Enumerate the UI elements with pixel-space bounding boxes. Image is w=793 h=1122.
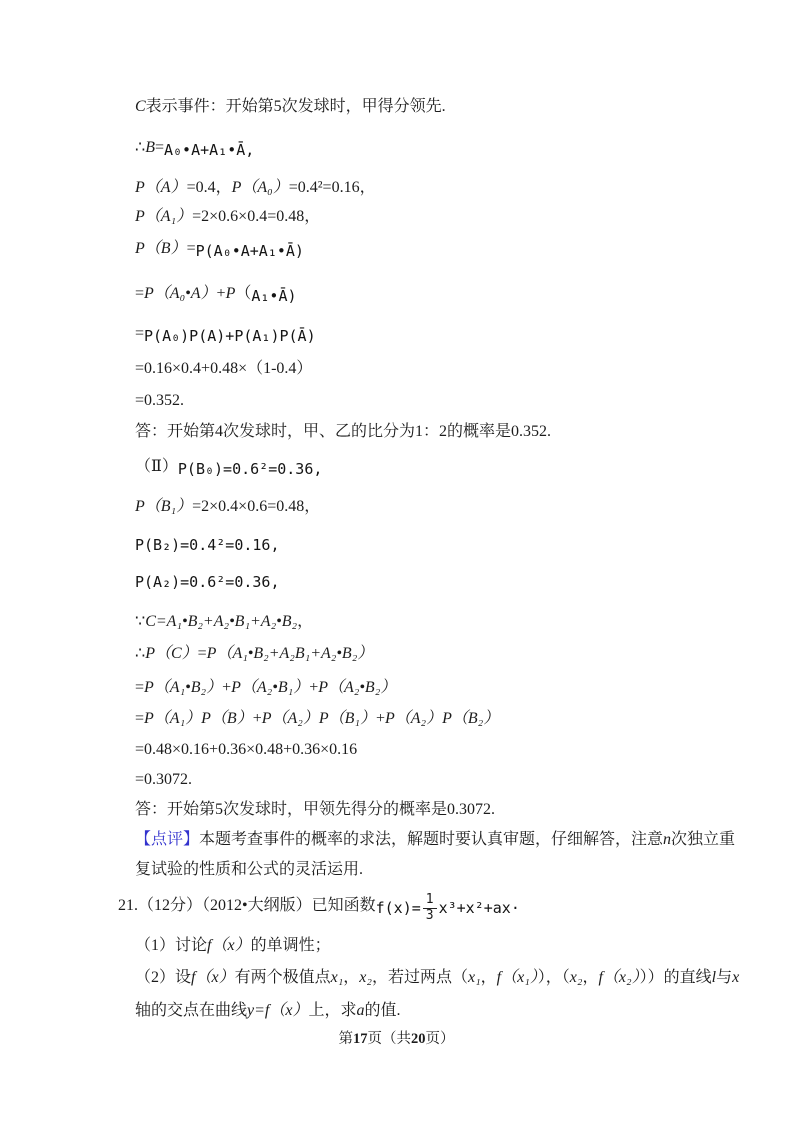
document-line (135, 390, 184, 412)
text-run: + (252, 710, 262, 727)
math-variable-run: P（B₁） (135, 498, 193, 515)
formula-run: P(A₀•A+A₁•Ā) (195, 242, 304, 260)
document-line (135, 496, 320, 518)
document-line (135, 829, 735, 851)
math-variable-run: x₂ (569, 969, 583, 986)
text-run: + (309, 679, 319, 696)
math-variable-run: x₁ (467, 969, 481, 986)
text-run: = (135, 710, 145, 727)
document-line (135, 967, 739, 989)
text-run: ），（ (537, 969, 570, 986)
bold-number: 17 (353, 1031, 368, 1047)
math-variable-run: n (663, 831, 672, 848)
math-variable-run: l (711, 969, 717, 986)
text-run: （Ⅱ） (135, 458, 178, 475)
text-run: ， (297, 613, 314, 630)
text-run: =0.3072. (135, 771, 193, 788)
formula-run: A₀•A+A₁•Ā, (164, 141, 255, 159)
text-run: 的单调性； (250, 937, 331, 954)
text-run: =0.48×0.16+0.36×0.48+0.36×0.16 (135, 741, 358, 758)
document-line (135, 739, 357, 761)
math-variable-run: P（A₁•B₂+A₂B₁+A₂•B₂） (206, 645, 374, 662)
document-line (135, 358, 312, 380)
document-line (135, 282, 297, 305)
document-line (135, 859, 363, 881)
text-run: 复试验的性质和公式的灵活运用. (135, 861, 364, 878)
document-line (135, 677, 396, 699)
document-line (135, 455, 322, 478)
text-run: =0.352. (135, 392, 185, 409)
text-run: =0.16×0.4+0.48×（1-0.4） (135, 360, 313, 377)
text-run: （1）讨论 (135, 937, 208, 954)
text-run: =0.4²=0.16， (288, 179, 376, 196)
document-line (135, 136, 254, 159)
text-run: 第 (338, 1031, 353, 1047)
formula-run: P(A₀)P(A)+P(A₁)P(Ā) (144, 327, 316, 345)
fraction-denominator: 3 (425, 908, 434, 923)
math-variable-run: x₁ (330, 969, 344, 986)
math-variable-run: P（A₂）P（B₂） (385, 710, 500, 727)
math-variable-run: P（A₁•B₂） (144, 679, 223, 696)
math-variable-run: P（A₀•A） (144, 285, 217, 302)
text-run: = (135, 325, 145, 342)
document-line (135, 935, 331, 957)
text-run: = (135, 679, 145, 696)
document-line (135, 206, 320, 228)
math-variable-run: y=f（x） (247, 1002, 309, 1019)
text-run: ））的直线 (639, 969, 712, 986)
document-line (135, 177, 376, 199)
document-line (135, 322, 316, 345)
document-line (135, 1000, 401, 1022)
document-line (135, 643, 373, 665)
text-run: 21.（12分）（2012•大纲版）已知函数 (118, 897, 376, 914)
text-run: ， (343, 969, 360, 986)
text-run: = (197, 645, 207, 662)
math-variable-run: P（A₂•B₂） (318, 679, 397, 696)
document-line (135, 611, 313, 633)
math-variable-run: x (732, 969, 740, 986)
math-variable-run: C (135, 98, 146, 115)
math-variable-run: f（x₁） (496, 969, 538, 986)
document-line (135, 568, 280, 591)
formula-run: f(x)= (375, 899, 421, 917)
text-run: 页） (425, 1031, 455, 1047)
text-run: （2）设 (135, 969, 192, 986)
formula-run: x³+x²+ax· (438, 899, 520, 917)
text-run: = (135, 285, 145, 302)
math-variable-run: P (225, 285, 236, 302)
text-run: 上，求 (308, 1002, 357, 1019)
text-run: 与 (716, 969, 733, 986)
text-run: 表示事件：开始第5次发球时，甲得分领先. (145, 98, 446, 115)
text-run: 答：开始第4次发球时，甲、乙的比分为1：2的概率是0.352. (135, 423, 552, 440)
text-run: ， (582, 969, 599, 986)
math-variable-run: a (356, 1002, 365, 1019)
document-line (135, 708, 499, 730)
math-variable-run: f（x） (207, 937, 251, 954)
formula-run: P(B₀)=0.6²=0.36, (177, 460, 323, 478)
document-line (135, 531, 280, 554)
math-variable-run: f（x₂） (598, 969, 640, 986)
formula-run: P(B₂)=0.4²=0.16, (135, 536, 280, 554)
text-run: 轴的交点在曲线 (135, 1002, 248, 1019)
text-run: 本题考查事件的概率的求法，解题时要认真审题，仔细解答，注意 (199, 831, 664, 848)
document-line (135, 237, 304, 260)
text-run: ， (480, 969, 497, 986)
text-run: ∵ (135, 613, 146, 630)
formula-run: P(A₂)=0.6²=0.36, (135, 573, 280, 591)
text-run: 次独立重 (671, 831, 736, 848)
text-run: ，若过两点（ (371, 969, 468, 986)
math-variable-run: P（A₁） (135, 208, 193, 225)
text-run: ∴ (135, 139, 146, 156)
text-run: = (154, 139, 164, 156)
math-variable-run: P（A₀） (231, 179, 289, 196)
document-line (118, 894, 520, 926)
math-variable-run: P（B） (135, 240, 187, 257)
text-run: 页（共 (367, 1031, 411, 1047)
document-line (135, 96, 446, 118)
math-variable-run: P（A） (135, 179, 187, 196)
math-variable-run: C=A₁•B₂+A₂•B₁+A₂•B₂ (145, 613, 298, 630)
text-run: + (222, 679, 232, 696)
document-line (135, 799, 495, 821)
formula-run: A₁•Ā) (251, 287, 297, 305)
comment-label: 【点评】 (135, 831, 200, 848)
text-run: （ (235, 285, 252, 302)
text-run: + (216, 285, 226, 302)
text-run: 答：开始第5次发球时，甲领先得分的概率是0.3072. (135, 801, 496, 818)
math-variable-run: f（x） (191, 969, 235, 986)
fraction-numerator: 1 (423, 893, 437, 909)
text-run: =2×0.6×0.4=0.48， (192, 208, 321, 225)
text-run: + (375, 710, 385, 727)
text-run: =0.4， (186, 179, 232, 196)
document-line (135, 769, 192, 791)
text-run: = (186, 240, 196, 257)
text-run: =2×0.4×0.6=0.48， (192, 498, 321, 515)
bold-number: 20 (411, 1031, 426, 1047)
text-run: ∴ (135, 645, 146, 662)
math-variable-run: x₂ (359, 969, 372, 986)
math-variable-run: P（A₂）P（B₁） (261, 710, 376, 727)
text-run: 的值. (364, 1002, 401, 1019)
math-variable-run: P（A₁）P（B） (144, 710, 253, 727)
document-line (135, 421, 551, 443)
text-run: 有两个极值点 (234, 969, 331, 986)
page-footer (0, 1027, 793, 1048)
math-variable-run: P（A₂•B₁） (231, 679, 310, 696)
math-variable-run: B (145, 139, 155, 156)
math-variable-run: P（C） (145, 645, 198, 662)
fraction (423, 893, 437, 924)
